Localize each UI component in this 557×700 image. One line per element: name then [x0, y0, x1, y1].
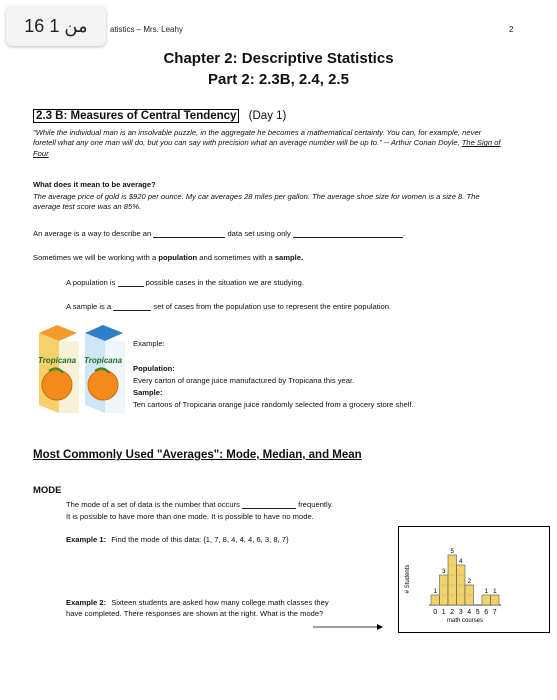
section-heading-2-3b	[33, 110, 286, 122]
mode-def-a: The mode of a set of data is the number that occurs	[66, 500, 240, 509]
carton-brand-right: Tropicana	[84, 356, 123, 365]
chapter-title: Chapter 2: Descriptive Statistics	[163, 50, 394, 67]
quote-paragraph	[33, 128, 503, 159]
bar-value-label: 4	[458, 558, 463, 565]
blank-line	[118, 278, 144, 287]
population-example-text: Every carton of orange juice manufactured by Tropicana this year.	[133, 376, 355, 385]
chapter-subtitle: Part 2: 2.3B, 2.4, 2.5	[208, 71, 349, 88]
page-counter-text: 16 من 1	[24, 15, 88, 36]
page-number: 2	[509, 25, 514, 34]
mode-heading: MODE	[33, 485, 62, 496]
histogram-bar	[448, 555, 457, 605]
describe-text-b: data set using only	[227, 229, 291, 238]
x-tick-label: 1	[441, 609, 446, 616]
x-tick-label: 4	[467, 609, 472, 616]
example-2-text-line1: Sixteen students are asked how many college math classes they	[111, 598, 329, 607]
sample-def-b: set of cases from the population use to represent the entire population.	[153, 302, 392, 311]
example-1	[66, 535, 289, 544]
mode-definition	[66, 500, 333, 509]
document-header: atistics – Mrs. Leahy	[110, 25, 183, 34]
histogram-bar	[440, 575, 449, 605]
population-def-b: possible cases in the situation we are studying.	[145, 278, 304, 287]
arrow-right-icon	[313, 623, 383, 631]
sample-label: Sample:	[133, 388, 163, 397]
histogram-chart	[398, 526, 550, 633]
histogram-bar	[431, 595, 440, 605]
x-axis-label: math courses	[446, 618, 484, 624]
describe-text-a: An average is a way to describe an	[33, 229, 152, 238]
histogram-bar	[491, 595, 500, 605]
blank-line	[113, 302, 151, 311]
blank-line	[293, 229, 406, 238]
histogram-svg	[399, 527, 549, 632]
blank-line	[153, 229, 225, 238]
y-axis-label: # Students	[405, 564, 411, 594]
mode-def-b: frequently.	[298, 500, 334, 509]
page-counter-badge	[6, 6, 106, 46]
population-def-a: A population is	[66, 278, 116, 287]
average-describe-line	[33, 229, 405, 238]
x-tick-label: 7	[492, 609, 497, 616]
bar-value-label: 5	[450, 548, 455, 555]
orange-juice-cartons-image	[35, 323, 129, 415]
average-question: What does it mean to be average?	[33, 180, 156, 189]
mode-possibilities: It is possible to have more than one mode. It is possible to have no mode.	[66, 512, 314, 521]
x-tick-label: 6	[484, 609, 489, 616]
x-tick-label: 2	[450, 609, 455, 616]
x-tick-label: 3	[458, 609, 463, 616]
section-day-label: (Day 1)	[248, 110, 287, 122]
population-definition	[66, 278, 304, 287]
intro-text: Sometimes we will be working with a	[33, 253, 159, 262]
example-1-text: Find the mode of this data: {1, 7, 8, 4, 4, 4, 6, 3, 8, 7}	[111, 535, 289, 544]
intro-mid: and sometimes with a	[197, 253, 275, 262]
quote-text: "While the individual man is an insolvable puzzle, in the aggregate he becomes a mathematical certainty. You can, for example, never foretell what any one man will do, but you can say with precision what an average number will be up to." -- Arthur Conan Doyle,	[33, 128, 482, 148]
x-tick-label: 5	[475, 609, 480, 616]
bar-value-label: 1	[492, 588, 497, 595]
bar-value-label: 2	[467, 578, 472, 585]
sample-word: sample.	[274, 253, 304, 262]
population-word: population	[158, 253, 198, 262]
sample-definition	[66, 302, 391, 311]
example-1-label: Example 1:	[66, 535, 107, 544]
population-label: Population:	[133, 364, 175, 373]
sample-def-a: A sample is a	[66, 302, 112, 311]
quote-source: The Sign of Four	[33, 138, 501, 158]
bar-value-label: 1	[433, 588, 438, 595]
carton-brand-left: Tropicana	[38, 356, 77, 365]
sample-example-text: Ten cartons of Tropicana orange juice randomly selected from a grocery store shelf.	[133, 400, 414, 409]
x-tick-label: 0	[433, 609, 438, 616]
example-label: Example:	[133, 339, 165, 348]
bar-value-label: 1	[484, 588, 489, 595]
average-examples: The average price of gold is $920 per ounce. My car averages 28 miles per gallon. The average shoe size for women is a size 8. The average test score was an 85%.	[33, 192, 480, 212]
most-common-averages-heading: Most Commonly Used "Averages": Mode, Median, and Mean	[33, 449, 362, 461]
section-boxed-title: 2.3 B: Measures of Central Tendency	[33, 109, 239, 123]
example-2-label: Example 2:	[66, 598, 107, 607]
example-2	[66, 598, 329, 607]
describe-end: .	[402, 229, 406, 238]
blank-line	[242, 500, 296, 509]
example-2-text-line2: have completed. There responses are shown at the right. What is the mode?	[66, 609, 324, 618]
population-sample-intro	[33, 253, 303, 262]
histogram-bar	[482, 595, 491, 605]
bar-value-label: 3	[441, 568, 446, 575]
